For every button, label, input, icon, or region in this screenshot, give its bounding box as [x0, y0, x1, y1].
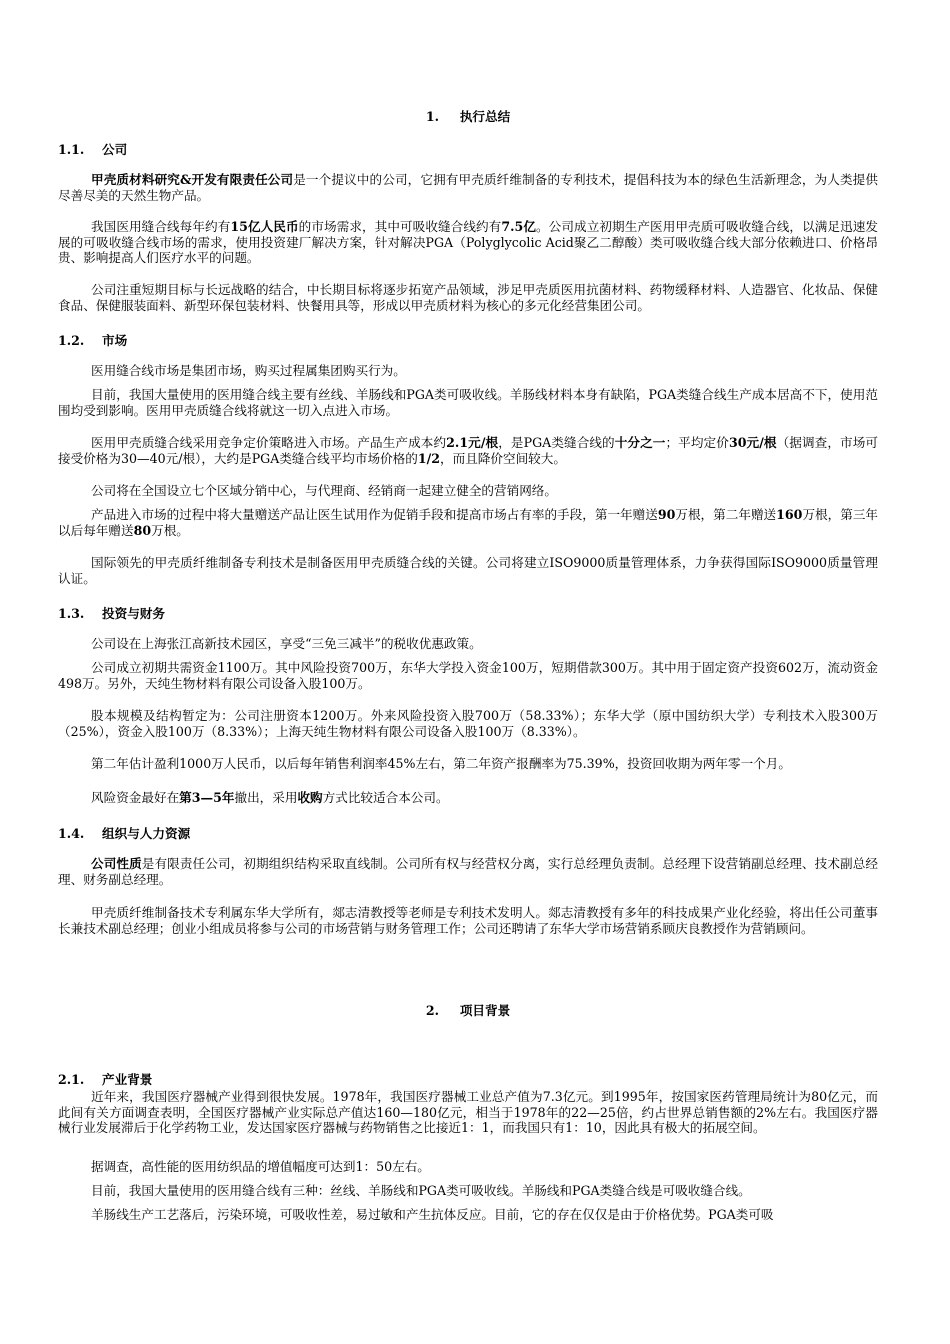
section-title: 投资与财务 — [102, 606, 165, 621]
paragraph-distribution — [58, 483, 878, 499]
text: 目前，我国大量使用的医用缝合线有三种：丝线、羊肠线和PGA类可吸收线。羊肠线和PGA类缝合线是可吸收缝合线。 — [91, 1183, 751, 1198]
text: 是有限责任公司，初期组织结构采取直线制。公司所有权与经营权分离，实行总经理负责制。总经理下设营销副总经理、技术副总经理、财务副总经理。 — [58, 856, 879, 887]
bold-text: 收购 — [297, 790, 323, 805]
paragraph-location — [58, 636, 878, 652]
company-name: 甲壳质材料研究&开发有限责任公司 — [91, 172, 294, 187]
paragraph-company-intro — [58, 172, 878, 203]
section-title: 组织与人力资源 — [102, 826, 191, 841]
chapter-title: 项目背景 — [459, 1003, 511, 1018]
text: 羊肠线生产工艺落后，污染环境，可吸收性差，易过敏和产生抗体反应。目前，它的存在仅仅是由于价格优势。PGA类可吸 — [91, 1207, 774, 1222]
paragraph-iso-quality — [58, 555, 878, 586]
chapter-number: 2. — [425, 1003, 439, 1018]
bold-text: 160 — [776, 507, 803, 522]
text: 撤出，采用 — [234, 790, 298, 805]
bold-text: 30元/根 — [728, 435, 777, 450]
bold-text: 十分之一 — [614, 435, 666, 450]
bold-text: 2.1元/根 — [446, 435, 499, 450]
text: 公司将在全国设立七个区域分销中心，与代理商、经销商一起建立健全的营销网络。 — [91, 483, 557, 498]
paragraph-strategy — [58, 282, 878, 313]
text: 目前，我国大量使用的医用缝合线主要有丝线、羊肠线和PGA类可吸收线。羊肠线材料本身有缺陷，PGA类缝合线生产成本居高不下，使用范围均受到影响。医用甲壳质缝合线将就这一切入点进入市场。 — [58, 387, 878, 418]
text: 国际领先的甲壳质纤维制备专利技术是制备医用甲壳质缝合线的关键。公司将建立ISO9000质量管理体系，力争获得国际ISO9000质量管理认证。 — [58, 555, 878, 586]
section-number: 1.3. — [58, 606, 85, 621]
text: 近年来，我国医疗器械产业得到很快发展。1978年，我国医疗器械工业总产值为7.3亿元。到1995年，按国家医药管理局统计为80亿元，而此间有关方面调查表明，全国医疗器械产业实际总产值达160—180亿元，相当于1978年的22—25倍，约占世界总销售额的2%左右。我国医疗器械行业发展滞后于化学药物工业，发达国家医疗器械与药物销售之比接近1：1，而我国只有1：10，因此具有极大的拓展空间。 — [58, 1089, 878, 1136]
section-2-1-heading — [58, 1069, 152, 1088]
paragraph-catgut — [58, 1207, 878, 1223]
section-number: 1.4. — [58, 826, 85, 841]
section-number: 1.2. — [58, 333, 85, 348]
section-1-4-heading — [58, 823, 190, 842]
text: 产品进入市场的过程中将大量赠送产品让医生试用作为促销手段和提高市场占有率的手段，第一年赠送 — [91, 507, 658, 522]
text: 万根，第二年赠送 — [675, 507, 777, 522]
text: 医用甲壳质缝合线采用竞争定价策略进入市场。产品生产成本约 — [91, 435, 447, 450]
text: 万根。 — [151, 522, 189, 538]
section-title: 公司 — [102, 142, 128, 157]
paragraph-suture-types — [58, 1183, 878, 1199]
text: （据调查，市场可接受价格为30—40元/根），大约是PGA类缝合线平均市场价格的 — [58, 435, 879, 466]
text: 。公司成立初期生产医用甲壳质可吸收缝合线，以满足迅速发展的可吸收缝合线市场的需求，使用投资建厂解决方案，针对解决PGA（Polyglycolic Acid聚乙二醇酸）类可吸收缝合线大部分依赖进口、价格昂贵、影响提高人们医疗水平的问题。 — [58, 219, 879, 266]
section-1-1-heading — [58, 139, 127, 158]
paragraph-funding — [58, 660, 878, 691]
paragraph-promotion — [58, 507, 878, 538]
chapter-2-heading — [58, 1000, 878, 1019]
text: 公司设在上海张江高新技术园区，享受“三免三减半”的税收优惠政策。 — [91, 636, 482, 651]
section-number: 2.1. — [58, 1072, 85, 1087]
section-title: 产业背景 — [102, 1072, 153, 1087]
bold-text: 第3—5年 — [179, 790, 235, 805]
text: 医用缝合线市场是集团市场，购买过程属集团购买行为。 — [91, 363, 406, 378]
bold-text: 90 — [657, 507, 676, 522]
text: ；平均定价 — [665, 435, 729, 450]
text: ，是PGA类缝合线的 — [498, 435, 615, 450]
section-1-2-heading — [58, 330, 127, 349]
chapter-title: 执行总结 — [459, 109, 511, 124]
paragraph-equity-structure — [58, 708, 878, 739]
chapter-1-heading — [58, 106, 878, 125]
paragraph-current-sutures — [58, 387, 878, 418]
bold-text: 公司性质 — [91, 856, 142, 871]
paragraph-market-type — [58, 363, 878, 379]
text: 公司注重短期目标与长远战略的结合，中长期目标将逐步拓宽产品领域，涉足甲壳质医用抗菌材料、药物缓释材料、人造器官、化妆品、保健食品、保健服装面料、新型环保包装材料、快餐用具等，形成以甲壳质材料为核心的多元化经营集团公司。 — [58, 282, 878, 313]
paragraph-pricing — [58, 435, 878, 466]
section-1-3-heading — [58, 603, 165, 622]
text: 公司成立初期共需资金1100万。其中风险投资700万，东华大学投入资金100万，短期借款300万。其中用于固定资产投资602万，流动资金498万。另外，天纯生物材料有限公司设备入股100万。 — [58, 660, 878, 691]
chapter-number: 1. — [425, 109, 439, 124]
paragraph-profit — [58, 756, 878, 772]
text: 股本规模及结构暂定为：公司注册资本1200万。外来风险投资入股700万（58.33%）；东华大学（原中国纺织大学）专利技术入股300万（25%），资金入股100万（8.33%）；上海天纯生物材料有限公司设备入股100万（8.33%）。 — [58, 708, 878, 739]
paragraph-industry-growth — [58, 1089, 878, 1136]
text: 的市场需求，其中可吸收缝合线约有 — [298, 219, 502, 234]
text: 我国医用缝合线每年约有 — [91, 219, 231, 234]
text: 是一个提议中的公司，它拥有甲壳质纤维制备的专利技术，提倡科技为本的绿色生活新理念，为人类提供尽善尽美的天然生物产品。 — [58, 172, 878, 203]
bold-text: 1/2 — [417, 450, 441, 466]
paragraph-market-demand — [58, 219, 878, 266]
text: 方式比较适合本公司。 — [322, 790, 449, 805]
paragraph-patent-team — [58, 905, 878, 936]
section-title: 市场 — [102, 333, 128, 348]
paragraph-exit — [58, 790, 878, 806]
text: 万根，第三年以后每年赠送 — [58, 507, 879, 538]
text: ，而且降价空间较大。 — [440, 450, 566, 466]
text: 甲壳质纤维制备技术专利属东华大学所有，郯志清教授等老师是专利技术发明人。郯志清教授有多年的科技成果产业化经验，将出任公司董事长兼技术副总经理；创业小组成员将参与公司的市场营销与财务管理工作；公司还聘请了东华大学市场营销系顾庆良教授作为营销顾问。 — [58, 905, 878, 936]
text: 第二年估计盈利1000万人民币，以后每年销售利润率45%左右，第二年资产报酬率为75.39%，投资回收期为两年零一个月。 — [91, 756, 791, 771]
bold-text: 80 — [133, 522, 152, 538]
text: 风险资金最好在 — [91, 790, 180, 805]
text: 据调查，高性能的医用纺织品的增值幅度可达到1：50左右。 — [91, 1159, 430, 1174]
bold-text: 15亿人民币 — [230, 219, 299, 234]
paragraph-company-nature — [58, 856, 878, 887]
section-number: 1.1. — [58, 142, 85, 157]
bold-text: 7.5亿 — [501, 219, 537, 234]
paragraph-textile-value — [58, 1159, 878, 1175]
